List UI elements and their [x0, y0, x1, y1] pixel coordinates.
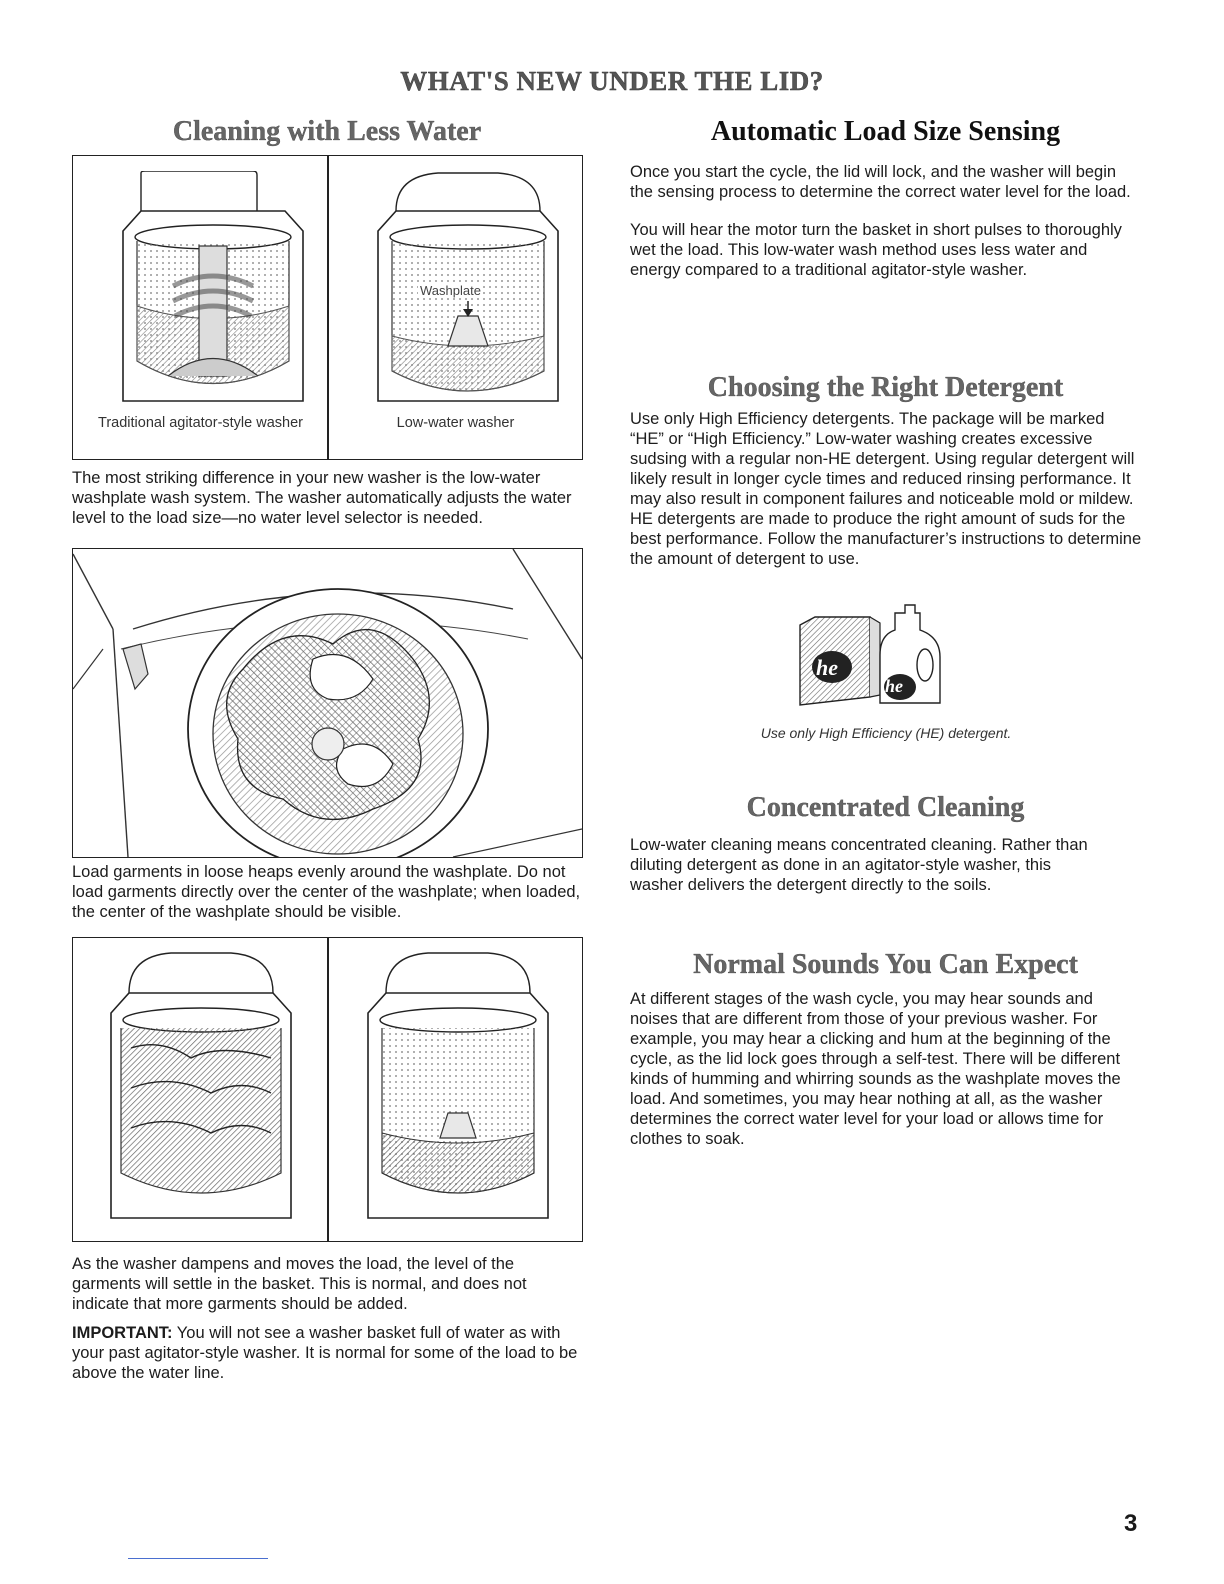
- caption-traditional-washer: Traditional agitator-style washer: [98, 415, 303, 431]
- paragraph-he-detergent: [630, 409, 1142, 580]
- paragraph-loading-garments: [72, 862, 587, 933]
- figure-loaded-washers: [72, 937, 583, 1242]
- loaded-basket-illustration: [73, 549, 582, 857]
- page-number: 3: [1124, 1510, 1138, 1537]
- settling-section: [72, 1254, 587, 1394]
- paragraph-text: The most striking difference in your new washer is the low-water washplate wash system. The washer automatically adjusts the water level to the load size—no water level selector is needed.: [72, 469, 572, 527]
- paragraph-text: At different stages of the wash cycle, you may hear sounds and noises that are different from those of your previous washer. For example, you may hear a clicking and hum at the beginning of the cycle, as the lid lock goes through a self-test. There will be different kinds of humming and whirring sounds as the washplate moves the load. And sometimes, you may hear nothing at all, as the washer determines the correct water level for your load or allows time for clothes to soak.: [630, 990, 1121, 1148]
- caption-low-water-washer: Low-water washer: [396, 415, 515, 431]
- heading-cleaning-less-water: Cleaning with Less Water: [172, 116, 482, 147]
- low-water-loaded-washer-illustration: [358, 948, 558, 1228]
- section-automatic-load-sensing: [630, 162, 1140, 291]
- paragraph-text: Low-water cleaning means concentrated cleaning. Rather than diluting detergent as done in an agitator-style washer, this washer delivers the detergent directly to the soils.: [630, 836, 1088, 894]
- caption-he-detergent: Use only High Efficiency (HE) detergent.: [760, 725, 1012, 741]
- heading-concentrated-cleaning: Concentrated Cleaning: [746, 792, 1025, 823]
- paragraph-concentrated-cleaning: [630, 835, 1105, 906]
- paragraph-important: [72, 1323, 587, 1383]
- footer-line: [128, 1558, 268, 1559]
- heading-normal-sounds: Normal Sounds You Can Expect: [693, 949, 1078, 980]
- figure-loaded-basket: [72, 548, 583, 858]
- washplate-label: Washplate: [420, 283, 481, 298]
- he-logo-bottle: he: [885, 676, 903, 696]
- paragraph-motor-pulses: You will hear the motor turn the basket in short pulses to thoroughly wet the load. This low-water wash method uses less water and energy compared to a traditional agitator-style washer.: [630, 221, 1122, 279]
- paragraph-washplate-system: [72, 468, 587, 539]
- settled-load-washer-illustration: [101, 948, 301, 1228]
- he-detergent-illustration: [790, 595, 950, 710]
- paragraph-normal-sounds: [630, 989, 1142, 1160]
- important-label: IMPORTANT:: [72, 1324, 173, 1342]
- paragraph-text: Use only High Efficiency detergents. The package will be marked “HE” or “High Efficiency.” Low-water washing creates excessive sudsing with a regular non-HE detergent. Using regular detergent will likely result in longer cycle times and reduced rinsing performance. It may also result in component failures and noticeable mold or mildew. HE detergents are made to produce the right amount of suds for the best performance. Follow the manufacturer’s instructions to determine the amount of detergent to use.: [630, 410, 1142, 568]
- figure-divider: [327, 156, 329, 459]
- paragraph-text: Load garments in loose heaps evenly around the washplate. Do not load garments directly over the center of the washplate; when loaded, the center of the washplate should be visible.: [72, 863, 581, 921]
- page-title: WHAT'S NEW UNDER THE LID?: [400, 66, 824, 96]
- he-logo-box: he: [816, 655, 838, 680]
- agitator-washer-illustration: [113, 171, 313, 416]
- paragraph-garments-settle: As the washer dampens and moves the load, the level of the garments will settle in the basket. This is normal, and does not indicate that more garments should be added.: [72, 1255, 527, 1313]
- figure-divider: [327, 938, 329, 1241]
- heading-automatic-load-sensing: Automatic Load Size Sensing: [710, 116, 1061, 147]
- important-text: You will not see a washer basket full of water as with your past agitator-style washer. It is normal for some of the load to be above the water line.: [72, 1324, 578, 1382]
- figure-washer-comparison: [72, 155, 583, 460]
- paragraph-sensing-process: Once you start the cycle, the lid will lock, and the washer will begin the sensing process to determine the correct water level for the load.: [630, 163, 1131, 201]
- heading-choosing-detergent: Choosing the Right Detergent: [707, 372, 1064, 403]
